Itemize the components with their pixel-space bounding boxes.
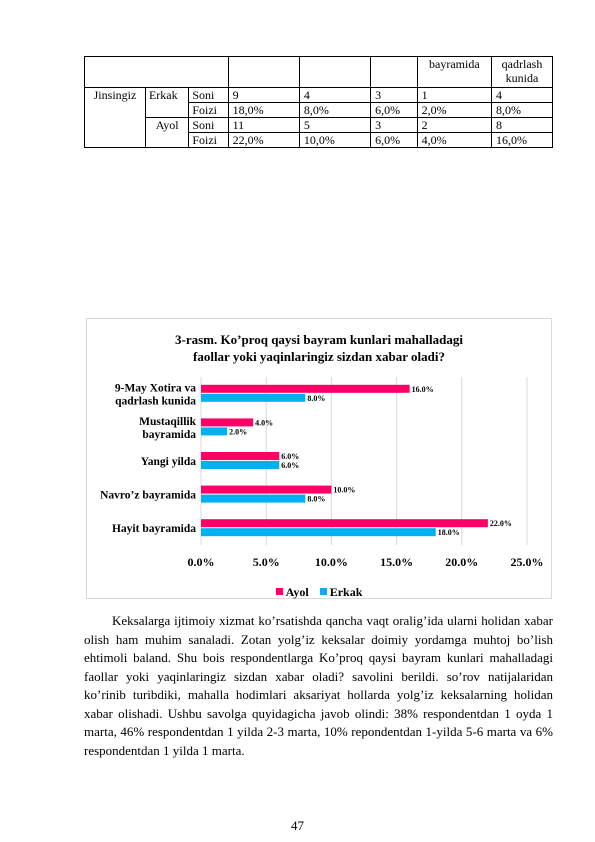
x-tick-label: 15.0% <box>380 555 414 569</box>
table-cell: 3 <box>371 118 417 133</box>
table-cell: 9 <box>228 88 299 103</box>
bar-erkak <box>201 528 436 536</box>
data-label: 8.0% <box>307 393 326 403</box>
bar-ayol <box>201 385 410 393</box>
data-label: 4.0% <box>255 418 274 428</box>
table-header-row <box>85 57 553 88</box>
table-cell: 4 <box>492 88 553 103</box>
category-label: Mustaqillik <box>139 415 196 428</box>
legend-swatch-erkak <box>320 588 327 595</box>
page-number: 47 <box>291 818 304 833</box>
bar-ayol <box>201 418 253 426</box>
table-cell: 1 <box>417 88 491 103</box>
data-label: 18.0% <box>437 528 460 538</box>
category-label: Navro’z bayramida <box>100 489 196 502</box>
table-cell: 10,0% <box>299 133 370 148</box>
table-cell: 8 <box>492 118 553 133</box>
table-cell: 2,0% <box>417 103 491 118</box>
data-label: 2.0% <box>229 427 248 437</box>
table-cell: 8,0% <box>492 103 553 118</box>
table-cell: 3 <box>371 88 417 103</box>
legend-label: Ayol <box>285 585 309 599</box>
x-tick-label: 25.0% <box>510 555 544 569</box>
category-label: bayramida <box>142 428 196 441</box>
table-cell: 22,0% <box>228 133 299 148</box>
data-label: 16.0% <box>411 384 434 394</box>
bar-ayol <box>201 519 488 527</box>
measure-label: Foizi <box>189 133 228 148</box>
table-cell: 6,0% <box>371 103 417 118</box>
measure-label: Soni <box>189 118 228 133</box>
data-label: 8.0% <box>307 494 326 504</box>
survey-table <box>84 56 553 148</box>
table-cell: 8,0% <box>299 103 370 118</box>
table-cell: 5 <box>299 118 370 133</box>
category-label: 9-May Xotira va <box>114 382 196 395</box>
x-tick-label: 20.0% <box>445 555 479 569</box>
data-label: 6.0% <box>281 452 300 461</box>
chart-plot-area <box>87 319 553 600</box>
bar-erkak <box>201 394 305 402</box>
bar-ayol <box>201 486 331 494</box>
table-cell: 18,0% <box>228 103 299 118</box>
data-label: 10.0% <box>333 485 356 495</box>
table-header-cell: bayramida <box>417 57 491 88</box>
table-row <box>85 88 553 103</box>
bar-erkak <box>201 461 279 469</box>
table-header-cell <box>299 57 370 88</box>
table-header-blank <box>85 57 229 88</box>
category-label: Yangi yilda <box>140 456 196 468</box>
sex-label: Erkak <box>145 88 188 118</box>
measure-label: Foizi <box>189 103 228 118</box>
measure-label: Soni <box>189 88 228 103</box>
x-tick-label: 10.0% <box>314 555 348 569</box>
data-label: 22.0% <box>489 519 512 529</box>
category-label: Hayit bayramida <box>111 523 196 536</box>
legend-swatch-ayol <box>276 588 283 595</box>
bar-erkak <box>201 495 305 503</box>
legend-item-erkak <box>320 585 363 600</box>
body-paragraph: Keksalarga ijtimoiy xizmat ko’rsatishda qancha vaqt oralig’ida ularni holidan xabar olish ham muhim sanaladi. Zotan yolg’iz keksalar doimiy yordamga muhtoj bo’lish ehtimoli baland. Shu bois respondentlarga Ko’proq qaysi bayram kunlari mahalladagi faollar yoki yaqinlaringiz sizdan xabar oladi? savolini berildi. so’rov natijalaridan ko’rinib turibdiki, mahalla hodimlari aksariyat hollarda yolg’iz keksalarning holidan xabar olishadi. Ushbu savolga quyidagicha javob olindi: 38% respondentdan 1 oyda 1 marta, 46% respondentdan 1 yilda 2-3 marta, 10% repondentdan 1-yilda 5-6 marta va 6% respondentdan 1 yilda 1 marta. <box>84 613 553 758</box>
table-cell: 2 <box>417 118 491 133</box>
table-cell: 16,0% <box>492 133 553 148</box>
category-label: qadrlash kunida <box>115 395 196 408</box>
bar-erkak <box>201 427 227 435</box>
bar-ayol <box>201 452 279 460</box>
legend-item-ayol <box>276 585 309 600</box>
group-label: Jinsingiz <box>85 88 146 148</box>
table-cell: 6,0% <box>371 133 417 148</box>
table-cell: 4 <box>299 88 370 103</box>
x-tick-label: 0.0% <box>187 555 215 569</box>
table-cell: 4,0% <box>417 133 491 148</box>
chart-title-line: faollar yoki yaqinlaringiz sizdan xabar oladi? <box>193 349 445 364</box>
legend-label: Erkak <box>329 585 363 599</box>
chart-title-line: 3-rasm. Ko’proq qaysi bayram kunlari mahalladagi <box>175 332 463 347</box>
chart-legend <box>87 585 551 600</box>
sex-label: Ayol <box>145 118 188 148</box>
data-label: 6.0% <box>281 461 300 470</box>
bar-chart <box>86 318 552 599</box>
table-cell: 11 <box>228 118 299 133</box>
x-tick-label: 5.0% <box>252 555 280 569</box>
table-header-cell <box>371 57 417 88</box>
table-row <box>85 118 553 133</box>
table-header-cell <box>228 57 299 88</box>
table-header-cell: qadrlash kunida <box>492 57 553 88</box>
